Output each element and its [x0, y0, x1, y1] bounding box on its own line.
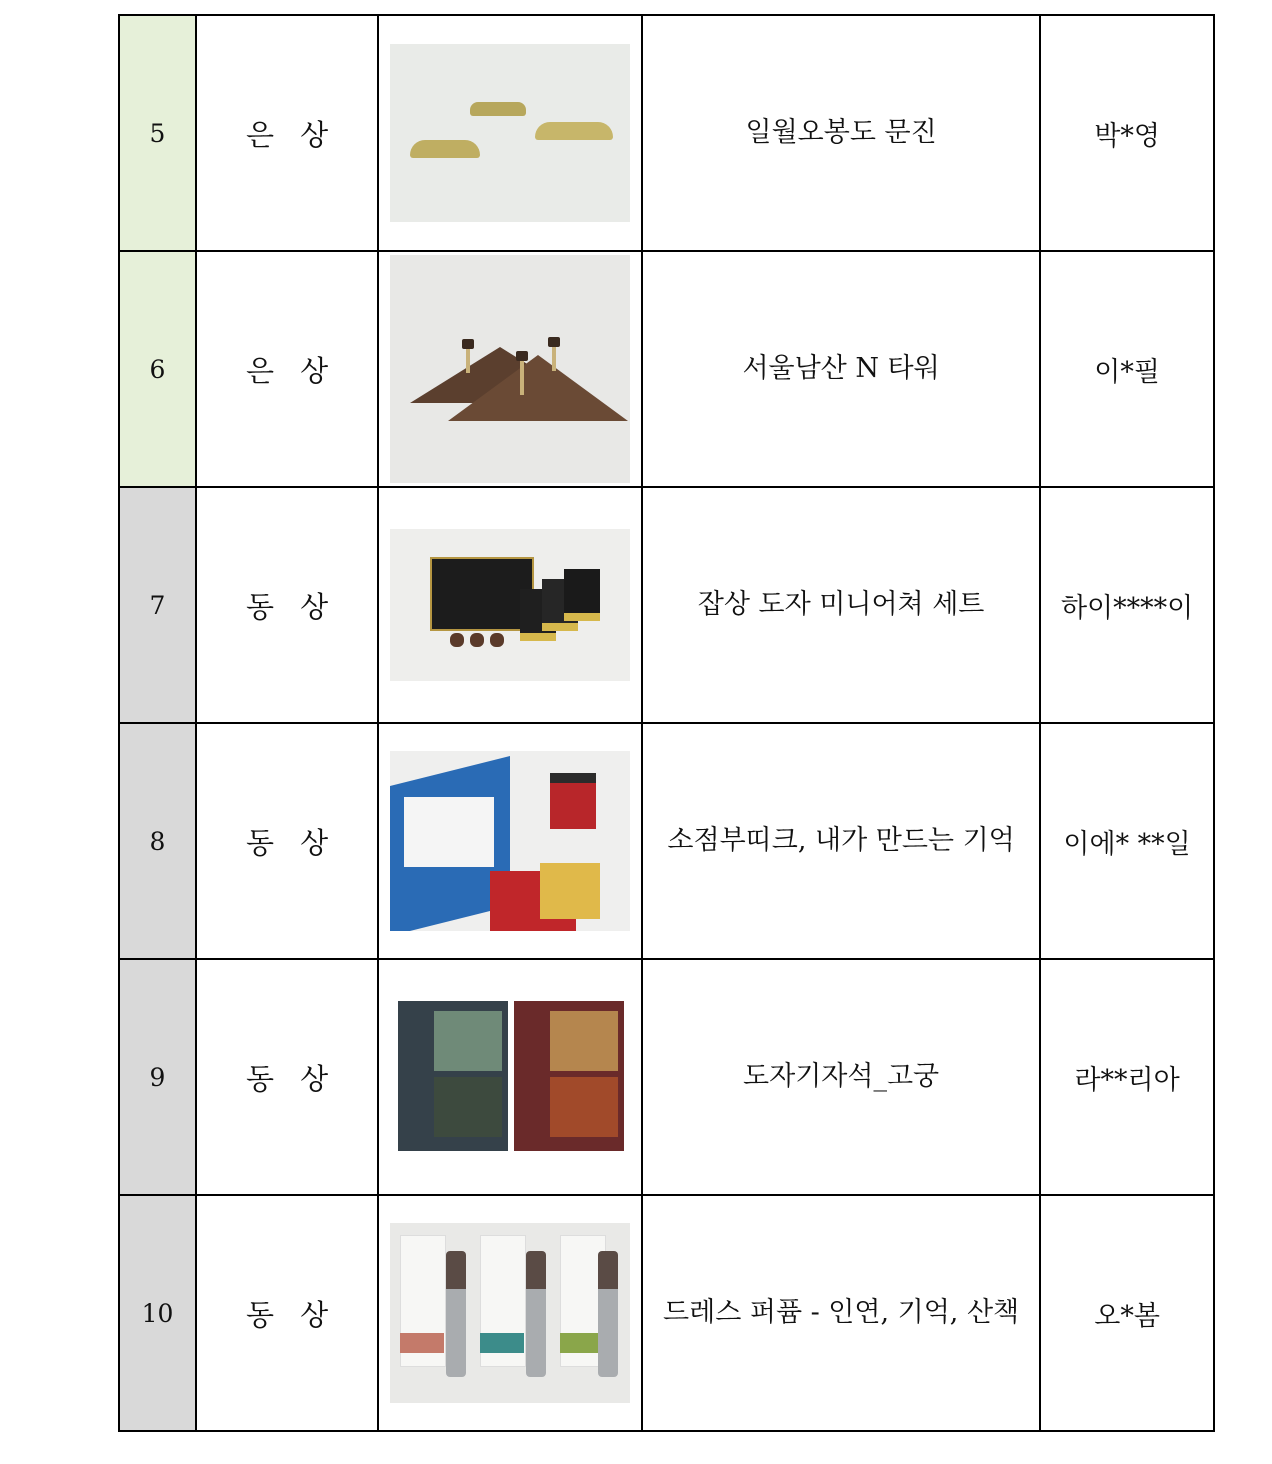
brass-paperweight-photo — [390, 44, 630, 222]
product-title: 소점부띠크, 내가 만드는 기억 — [642, 723, 1040, 959]
row-number: 10 — [119, 1195, 196, 1431]
row-number: 9 — [119, 959, 196, 1195]
product-photo-cell — [378, 487, 642, 723]
product-photo-cell — [378, 723, 642, 959]
paper-kit-photo — [390, 751, 630, 931]
product-photo-cell — [378, 1195, 642, 1431]
perfume-set-photo — [390, 1223, 630, 1403]
winner-name: 이*필 — [1040, 251, 1214, 487]
product-title: 드레스 퍼퓸 - 인연, 기억, 산책 — [642, 1195, 1040, 1431]
winner-name: 이에* **일 — [1040, 723, 1214, 959]
ceramic-miniature-photo — [390, 529, 630, 681]
winner-name: 박*영 — [1040, 15, 1214, 251]
product-title: 서울남산 N 타워 — [642, 251, 1040, 487]
award-grade: 동상 — [196, 723, 378, 959]
winner-name: 오*봄 — [1040, 1195, 1214, 1431]
product-title: 도자기자석_고궁 — [642, 959, 1040, 1195]
row-number: 8 — [119, 723, 196, 959]
magnet-set-photo — [390, 997, 630, 1157]
winner-name: 라**리아 — [1040, 959, 1214, 1195]
award-grade: 동상 — [196, 487, 378, 723]
winner-name: 하이****이 — [1040, 487, 1214, 723]
row-number: 7 — [119, 487, 196, 723]
award-grade: 은상 — [196, 251, 378, 487]
row-number: 5 — [119, 15, 196, 251]
product-photo-cell — [378, 15, 642, 251]
awards-table — [118, 14, 1215, 1432]
table-row — [119, 487, 1214, 723]
product-title: 일월오봉도 문진 — [642, 15, 1040, 251]
table-row — [119, 1195, 1214, 1431]
namsan-tower-photo — [390, 255, 630, 483]
product-photo-cell — [378, 959, 642, 1195]
table-row — [119, 15, 1214, 251]
award-grade: 은상 — [196, 15, 378, 251]
award-grade: 동상 — [196, 1195, 378, 1431]
table-row — [119, 959, 1214, 1195]
product-title: 잡상 도자 미니어쳐 세트 — [642, 487, 1040, 723]
award-grade: 동상 — [196, 959, 378, 1195]
table-row — [119, 251, 1214, 487]
row-number: 6 — [119, 251, 196, 487]
product-photo-cell — [378, 251, 642, 487]
table-row — [119, 723, 1214, 959]
